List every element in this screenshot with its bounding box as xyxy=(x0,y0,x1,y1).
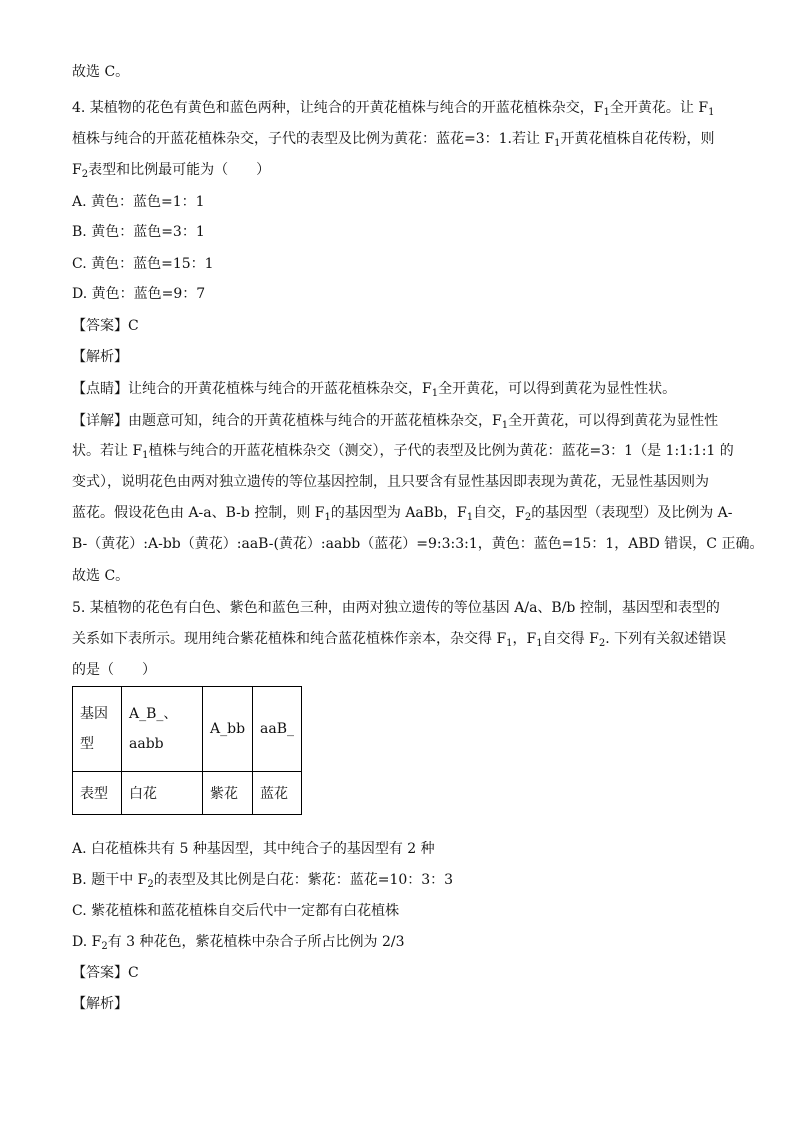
text-line: 【答案】C xyxy=(72,965,139,981)
genotype-phenotype-table xyxy=(72,686,302,815)
text-line: 的是（ ） xyxy=(72,662,156,678)
text-line: 植株与纯合的开蓝花植株杂交，子代的表型及比例为黄花：蓝花=3：1.若让 $F_1$开黄花植株自花传粉，则 xyxy=(72,131,715,149)
text-line: 变式），说明花色由两对独立遗传的等位基因控制，且只要含有显性基因即表现为黄花，无显性基因则为 xyxy=(72,474,709,490)
table-cell: 蓝花 xyxy=(253,772,302,815)
text-line: C. 紫花植株和蓝花植株自交后代中一定都有白花植株 xyxy=(72,903,400,919)
table-cell: 白花 xyxy=(122,772,203,815)
text-line: $F_2$表型和比例最可能为（ ） xyxy=(72,162,271,180)
text-line: B. 黄色：蓝色=3：1 xyxy=(72,224,205,240)
table-cell: A_B_、aabb xyxy=(122,687,203,772)
text-line: 故选 C。 xyxy=(72,568,130,584)
text-line: 【解析】 xyxy=(72,996,128,1012)
text-line: A. 黄色：蓝色=1：1 xyxy=(72,194,205,210)
text-line: B-（黄花）:A-bb（黄花）:aaB-(黄花）:aabb（蓝花）=9:3:3:1，黄色：蓝色=15：1，ABD 错误，C 正确。 xyxy=(72,536,764,552)
text-line: 故选 C。 xyxy=(72,64,130,80)
text-line: B. 题干中 $F_2$的表型及其比例是白花：紫花：蓝花=10：3：3 xyxy=(72,872,454,890)
text-line: D. $F_2$有 3 种花色，紫花植株中杂合子所占比例为 2/3 xyxy=(72,934,405,952)
text-line: 4. 某植物的花色有黄色和蓝色两种，让纯合的开黄花植株与纯合的开蓝花植株杂交，$F_1$全开黄花。让 $F_1$ xyxy=(72,100,715,118)
table-cell: A_bb xyxy=(203,687,253,772)
text-line: A. 白花植株共有 5 种基因型，其中纯合子的基因型有 2 种 xyxy=(72,841,435,857)
table-cell: 表型 xyxy=(73,772,122,815)
text-line: D. 黄色：蓝色=9：7 xyxy=(72,286,206,302)
table-cell: aaB_ xyxy=(253,687,302,772)
table-row-phenotype xyxy=(73,772,302,815)
table-cell: 基因型 xyxy=(73,687,122,772)
text-line: 【答案】C xyxy=(72,318,139,334)
text-line: 状。若让 $F_1$植株与纯合的开蓝花植株杂交（测交），子代的表型及比例为黄花：蓝花=3：1（是 1:1:1:1 的 xyxy=(72,443,734,461)
table-row-genotype xyxy=(73,687,302,772)
text-line: 5. 某植物的花色有白色、紫色和蓝色三种，由两对独立遗传的等位基因 A/a、B/b 控制，基因型和表型的 xyxy=(72,600,720,616)
table-cell: 紫花 xyxy=(203,772,253,815)
text-line: 蓝花。假设花色由 A-a、B-b 控制，则 $F_1$的基因型为 AaBb，$F_1$自交，$F_2$的基因型（表现型）及比例为 A- xyxy=(72,505,733,523)
text-line: 关系如下表所示。现用纯合紫花植株和纯合蓝花植株作亲本，杂交得 $F_1$，$F_1$自交得 $F_2$. 下列有关叙述错误 xyxy=(72,631,727,649)
text-line: 【解析】 xyxy=(72,349,128,365)
text-line: 【详解】由题意可知，纯合的开黄花植株与纯合的开蓝花植株杂交，$F_1$全开黄花，可以得到黄花为显性性 xyxy=(72,413,719,431)
text-line: C. 黄色：蓝色=15：1 xyxy=(72,256,214,272)
text-line: 【点睛】让纯合的开黄花植株与纯合的开蓝花植株杂交，$F_1$全开黄花，可以得到黄花为显性性状。 xyxy=(72,381,677,399)
